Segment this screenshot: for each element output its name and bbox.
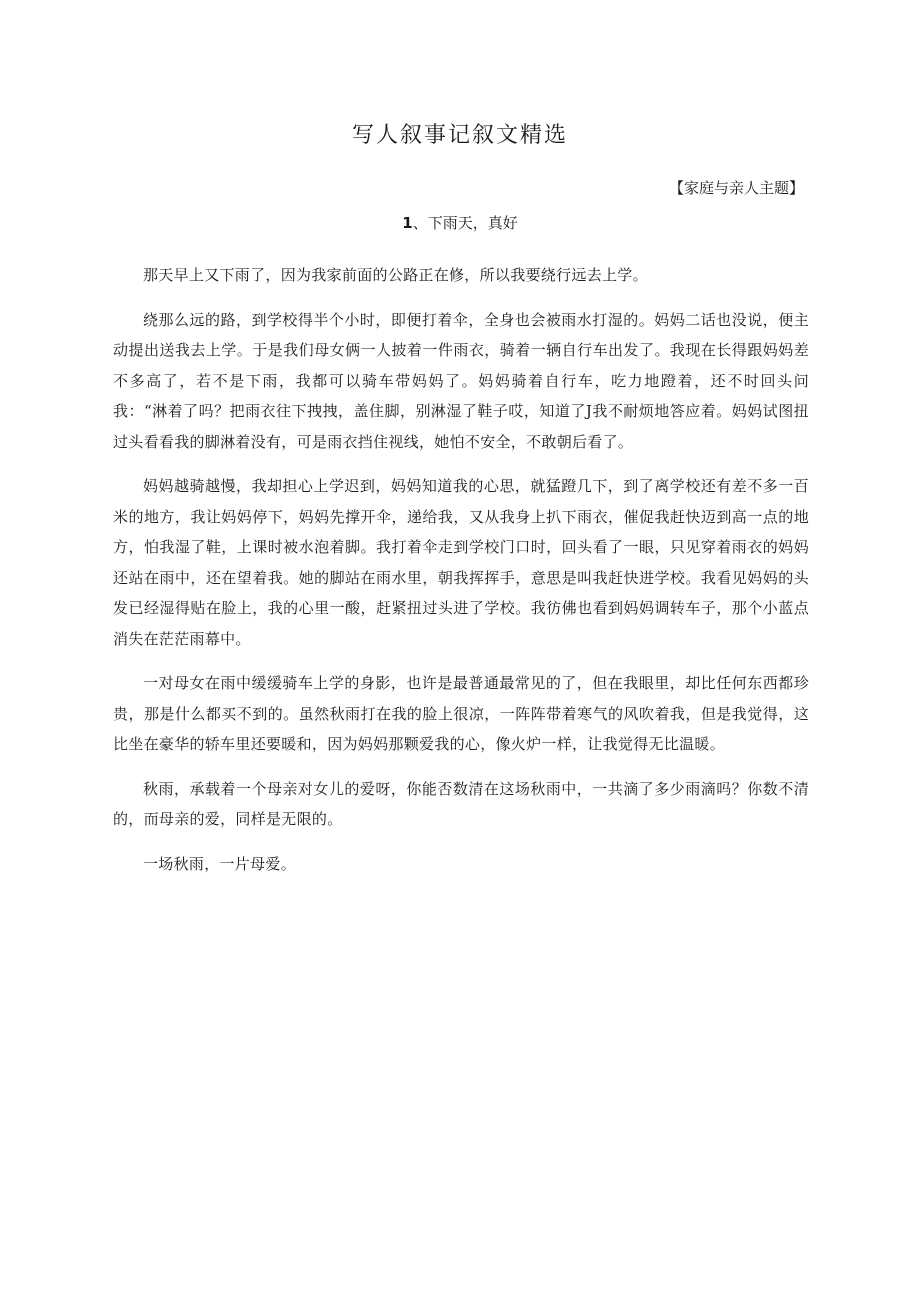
- paragraph: 一场秋雨，一片母爱。: [143, 854, 297, 873]
- story-body: [113, 260, 809, 893]
- paragraph: 一对母女在雨中缓缓骑车上学的身影，也许是最普通最常见的了，但在我眼里，却比任何东西都珍贵，那是什么都买不到的。虽然秋雨打在我的脸上很凉，一阵阵带着寒气的风吹着我，但是我觉得，这比坐在豪华的轿车里还要暖和，因为妈妈那颗爱我的心，像火炉一样，让我觉得无比温暖。: [113, 674, 809, 753]
- paragraph: 秋雨，承载着一个母亲对女儿的爱呀，你能否数清在这场秋雨中，一共滴了多少雨滴吗？你数不清的，而母亲的爱，同样是无限的。: [113, 779, 809, 828]
- story-number: 1: [402, 214, 413, 232]
- paragraph: 绕那么远的路，到学校得半个小时，即便打着伞，全身也会被雨水打湿的。妈妈二话也没说，便主动提出送我去上学。于是我们母女俩一人披着一件雨衣，骑着一辆自行车出发了。我现在长得跟妈妈差不多高了，若不是下雨，我都可以骑车带妈妈了。妈妈骑着自行车，吃力地蹬着，还不时回头问我：“淋着了吗？把雨衣往下拽拽，盖住脚，别淋湿了鞋子哎，知道了J我不耐烦地答应着。妈妈试图扭过头看看我的脚淋着没有，可是雨衣挡住视线，她怕不安全，不敢朝后看了。: [113, 310, 809, 451]
- story-title-text: 、下雨天，真好: [412, 214, 518, 232]
- paragraph: 那天早上又下雨了，因为我家前面的公路正在修，所以我要绕行远去上学。: [143, 266, 648, 284]
- category-label: 【家庭与亲人主题】: [668, 179, 804, 197]
- document-title: 写人叙事记叙文精选: [351, 123, 568, 148]
- story-title: [0, 212, 920, 233]
- paragraph: 妈妈越骑越慢，我却担心上学迟到，妈妈知道我的心思，就猛蹬几下，到了离学校还有差不多一百米的地方，我让妈妈停下，妈妈先撑开伞，递给我，又从我身上扒下雨衣，催促我赶快迈到高一点的地方，怕我湿了鞋，上课时被水泡着脚。我打着伞走到学校门口时，回头看了一眼，只见穿着雨衣的妈妈还站在雨中，还在望着我。她的脚站在雨水里，朝我挥挥手，意思是叫我赶快进学校。我看见妈妈的头发已经湿得贴在脸上，我的心里一酸，赶紧扭过头进了学校。我彷佛也看到妈妈调转车子，那个小蓝点消失在茫茫雨幕中。: [113, 477, 809, 648]
